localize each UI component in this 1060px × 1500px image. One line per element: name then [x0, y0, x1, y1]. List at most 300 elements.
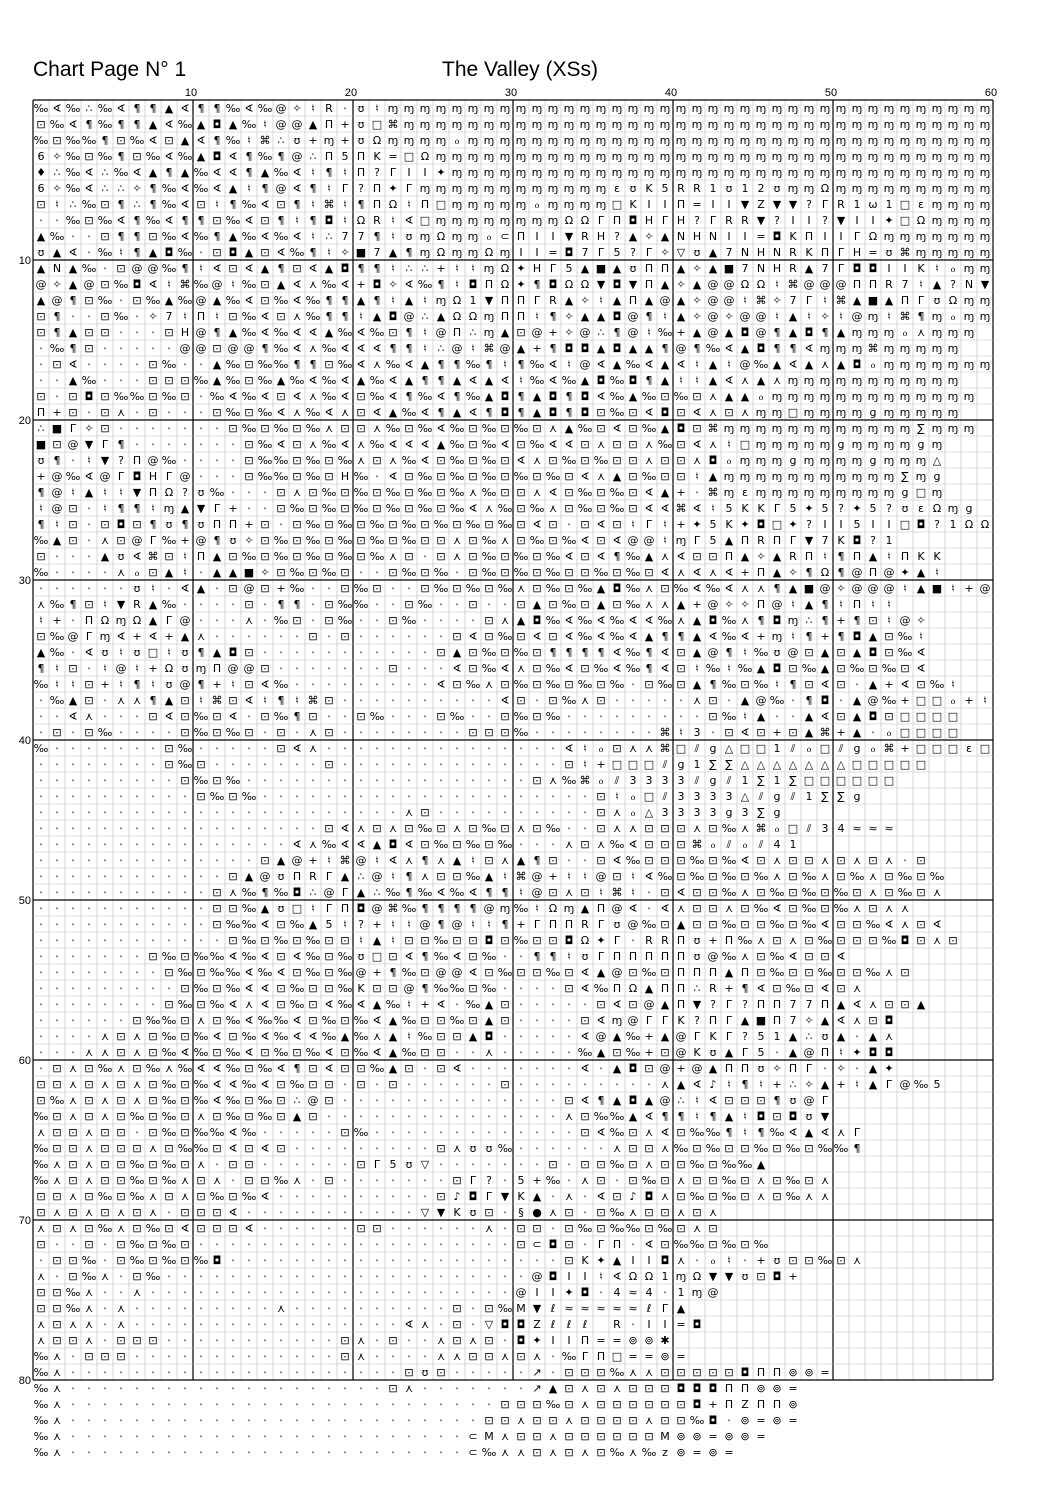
- chart-cell-symbol: ‰: [321, 502, 337, 515]
- chart-cell-symbol: 1: [661, 1270, 669, 1283]
- chart-cell-symbol: ▲: [356, 294, 366, 307]
- chart-cell-symbol: ·: [311, 1126, 315, 1139]
- chart-cell-symbol: ·: [263, 1254, 267, 1267]
- chart-cell-symbol: ∢: [196, 1062, 206, 1075]
- chart-cell-symbol: ⊡: [788, 918, 798, 931]
- chart-cell-symbol: ▲: [804, 358, 814, 371]
- chart-cell-symbol: ⊡: [596, 1366, 606, 1379]
- chart-cell-symbol: ∢: [580, 966, 590, 979]
- chart-cell-symbol: ‰: [321, 342, 337, 355]
- chart-cell-symbol: ⫽: [614, 774, 620, 787]
- chart-cell-symbol: ∢: [292, 950, 302, 963]
- chart-cell-symbol: ▲: [820, 1078, 830, 1091]
- chart-cell-symbol: 3: [661, 774, 669, 787]
- chart-cell-symbol: ▲: [724, 1046, 734, 1059]
- chart-cell-symbol: ✦: [692, 518, 702, 531]
- chart-cell-symbol: ♮: [535, 310, 539, 323]
- chart-cell-symbol: ·: [311, 1366, 315, 1379]
- chart-cell-symbol: +: [308, 134, 318, 147]
- column-number-label: 40: [664, 87, 678, 99]
- chart-cell-symbol: ¶: [773, 326, 781, 339]
- chart-cell-symbol: ·: [583, 806, 587, 819]
- chart-cell-symbol: ·: [391, 1094, 395, 1107]
- chart-cell-symbol: ·: [263, 1318, 267, 1331]
- chart-cell-symbol: ∢: [644, 486, 654, 499]
- chart-cell-symbol: ·: [135, 1350, 139, 1363]
- chart-cell-symbol: ·: [215, 870, 219, 883]
- chart-cell-symbol: ‰: [417, 278, 433, 291]
- chart-cell-symbol: ✧: [772, 1062, 782, 1075]
- chart-cell-symbol: K: [757, 502, 765, 515]
- chart-cell-symbol: ·: [311, 1430, 315, 1443]
- chart-cell-symbol: ⊡: [868, 854, 878, 867]
- chart-cell-symbol: g: [869, 454, 877, 467]
- chart-cell-symbol: ɱ: [547, 214, 559, 227]
- chart-cell-symbol: ɱ: [467, 230, 479, 243]
- chart-cell-symbol: ∢: [644, 358, 654, 371]
- chart-cell-symbol: ⊡: [916, 854, 926, 867]
- chart-cell-symbol: ·: [231, 486, 235, 499]
- chart-cell-symbol: ɱ: [803, 134, 815, 147]
- chart-cell-symbol: ·: [343, 1398, 347, 1411]
- chart-cell-symbol: ∢: [724, 566, 734, 579]
- chart-cell-symbol: ⊡: [500, 470, 510, 483]
- chart-cell-symbol: ɱ: [691, 150, 703, 163]
- chart-cell-symbol: ·: [423, 1334, 427, 1347]
- chart-cell-symbol: ɱ: [819, 390, 831, 403]
- chart-cell-symbol: ·: [199, 902, 203, 915]
- chart-cell-symbol: ·: [535, 694, 539, 707]
- chart-cell-symbol: +: [676, 486, 686, 499]
- chart-cell-symbol: ⋏: [516, 662, 526, 675]
- chart-cell-symbol: ¶: [837, 566, 845, 579]
- chart-cell-symbol: ⊡: [116, 534, 126, 547]
- chart-cell-symbol: ✧: [564, 326, 574, 339]
- chart-cell-symbol: Π: [36, 406, 46, 419]
- chart-cell-symbol: Γ: [373, 1158, 381, 1171]
- chart-cell-symbol: ⊡: [420, 566, 430, 579]
- chart-cell-symbol: K: [693, 1046, 701, 1059]
- chart-cell-symbol: ◘: [548, 406, 558, 419]
- chart-cell-symbol: ·: [439, 662, 443, 675]
- chart-cell-symbol: ▲: [676, 1078, 686, 1091]
- chart-cell-symbol: ¶: [133, 102, 141, 115]
- chart-cell-symbol: ·: [215, 1414, 219, 1427]
- chart-cell-symbol: ⊡: [100, 230, 110, 243]
- chart-cell-symbol: ♮: [791, 630, 795, 643]
- chart-cell-symbol: ⋏: [484, 1046, 494, 1059]
- chart-cell-symbol: ⊡: [452, 1302, 462, 1315]
- chart-cell-symbol: ▲: [692, 326, 702, 339]
- chart-cell-symbol: ɱ: [467, 134, 479, 147]
- chart-cell-symbol: ▲: [196, 582, 206, 595]
- chart-cell-symbol: ⊡: [244, 678, 254, 691]
- chart-cell-symbol: ‰: [833, 1142, 849, 1155]
- chart-cell-symbol: ɱ: [483, 118, 495, 131]
- chart-cell-symbol: ‰: [801, 918, 817, 931]
- chart-cell-symbol: ʊ: [133, 582, 141, 595]
- chart-cell-symbol: @: [83, 278, 95, 291]
- chart-cell-symbol: ⊡: [468, 950, 478, 963]
- chart-cell-symbol: ·: [167, 918, 171, 931]
- chart-cell-symbol: ▲: [868, 630, 878, 643]
- chart-cell-symbol: ⊡: [740, 1094, 750, 1107]
- chart-cell-symbol: ·: [519, 1014, 523, 1027]
- chart-cell-symbol: ·: [503, 1174, 507, 1187]
- chart-cell-symbol: ∢: [612, 998, 622, 1011]
- chart-cell-symbol: ∢: [660, 902, 670, 915]
- chart-cell-symbol: ‰: [145, 1014, 161, 1027]
- chart-cell-symbol: ·: [423, 1398, 427, 1411]
- chart-cell-symbol: ‰: [321, 1030, 337, 1043]
- chart-cell-symbol: ∢: [564, 742, 574, 755]
- chart-cell-symbol: ◘: [212, 118, 222, 131]
- chart-cell-symbol: ‰: [305, 294, 321, 307]
- chart-cell-symbol: ⫽: [838, 742, 844, 755]
- chart-cell-symbol: Γ: [645, 518, 653, 531]
- chart-cell-symbol: ·: [439, 630, 443, 643]
- chart-cell-symbol: □: [931, 742, 943, 755]
- chart-cell-symbol: ·: [343, 102, 347, 115]
- chart-cell-symbol: □: [755, 742, 767, 755]
- chart-cell-symbol: ·: [215, 598, 219, 611]
- chart-cell-symbol: ·: [167, 838, 171, 851]
- chart-cell-symbol: ·: [231, 1318, 235, 1331]
- chart-cell-symbol: ɱ: [979, 182, 991, 195]
- chart-cell-symbol: ♮: [263, 118, 267, 131]
- chart-cell-symbol: ▲: [724, 1110, 734, 1123]
- chart-cell-symbol: ·: [87, 1446, 91, 1459]
- chart-cell-symbol: ⊡: [788, 662, 798, 675]
- chart-cell-symbol: ʊ: [181, 662, 189, 675]
- chart-cell-symbol: ɱ: [979, 246, 991, 259]
- chart-cell-symbol: ·: [407, 758, 411, 771]
- chart-cell-symbol: ⊡: [628, 486, 638, 499]
- chart-cell-symbol: ∢: [292, 342, 302, 355]
- chart-cell-symbol: △: [932, 454, 942, 467]
- chart-cell-symbol: ·: [423, 662, 427, 675]
- chart-cell-symbol: ·: [455, 1254, 459, 1267]
- chart-cell-symbol: ɱ: [819, 422, 831, 435]
- chart-cell-symbol: ✧: [132, 182, 142, 195]
- chart-cell-symbol: ▲: [68, 278, 78, 291]
- chart-cell-symbol: 5: [933, 1078, 941, 1091]
- chart-cell-symbol: ⊡: [68, 406, 78, 419]
- chart-cell-symbol: ⊡: [804, 646, 814, 659]
- chart-cell-symbol: ⊡: [180, 1254, 190, 1267]
- chart-cell-symbol: ∢: [436, 422, 446, 435]
- chart-cell-symbol: ·: [391, 774, 395, 787]
- chart-cell-symbol: ‰: [65, 214, 81, 227]
- chart-cell-symbol: ⊡: [484, 1206, 494, 1219]
- chart-cell-symbol: ∢: [692, 1078, 702, 1091]
- chart-cell-symbol: ▲: [308, 918, 318, 931]
- chart-cell-symbol: ‰: [241, 790, 257, 803]
- chart-cell-symbol: ♮: [887, 310, 891, 323]
- chart-cell-symbol: ⊡: [500, 550, 510, 563]
- chart-cell-symbol: ‰: [481, 1446, 497, 1459]
- chart-cell-symbol: ‰: [161, 182, 177, 195]
- chart-cell-symbol: R: [837, 198, 845, 211]
- chart-cell-symbol: Ω: [932, 502, 942, 515]
- chart-cell-symbol: ⊡: [116, 1350, 126, 1363]
- chart-cell-symbol: ·: [375, 566, 379, 579]
- chart-cell-symbol: ·: [423, 1062, 427, 1075]
- chart-cell-symbol: =: [692, 1446, 702, 1459]
- chart-cell-symbol: Π: [724, 1062, 734, 1075]
- chart-cell-symbol: ·: [519, 758, 523, 771]
- chart-cell-symbol: ·: [215, 838, 219, 851]
- chart-cell-symbol: ♮: [263, 694, 267, 707]
- chart-cell-symbol: ·: [311, 822, 315, 835]
- chart-cell-symbol: ·: [695, 1254, 699, 1267]
- chart-cell-symbol: H: [692, 230, 702, 243]
- chart-cell-symbol: R: [725, 214, 733, 227]
- chart-cell-symbol: ▲: [372, 998, 382, 1011]
- chart-cell-symbol: ‰: [513, 726, 529, 739]
- chart-cell-symbol: ▲: [708, 246, 718, 259]
- chart-cell-symbol: ⊡: [84, 694, 94, 707]
- chart-cell-symbol: ⋏: [580, 694, 590, 707]
- chart-cell-symbol: ▲: [340, 1030, 350, 1043]
- chart-cell-symbol: ∑: [901, 470, 909, 483]
- chart-cell-symbol: ⊡: [756, 726, 766, 739]
- chart-cell-symbol: ·: [103, 1014, 107, 1027]
- chart-cell-symbol: ‰: [193, 774, 209, 787]
- chart-cell-symbol: ✧: [820, 310, 830, 323]
- chart-cell-symbol: ▲: [372, 934, 382, 947]
- chart-cell-symbol: ·: [87, 310, 91, 323]
- chart-cell-symbol: ⊡: [116, 1238, 126, 1251]
- chart-cell-symbol: ∴: [357, 870, 365, 883]
- chart-cell-symbol: ⊡: [836, 1254, 846, 1267]
- chart-cell-symbol: ¶: [389, 966, 397, 979]
- chart-cell-symbol: +: [340, 118, 350, 131]
- chart-cell-symbol: ⊡: [660, 582, 670, 595]
- chart-cell-symbol: ⋏: [724, 902, 734, 915]
- chart-cell-symbol: ⊡: [804, 1142, 814, 1155]
- chart-cell-symbol: =: [868, 246, 878, 259]
- chart-cell-symbol: ♮: [423, 326, 427, 339]
- chart-cell-symbol: ♮: [199, 262, 203, 275]
- chart-cell-symbol: 7: [341, 230, 349, 243]
- chart-cell-symbol: ɱ: [595, 182, 607, 195]
- chart-cell-symbol: ʊ: [229, 534, 237, 547]
- chart-cell-symbol: ⊡: [340, 1046, 350, 1059]
- chart-cell-symbol: ·: [135, 310, 139, 323]
- chart-cell-symbol: ·: [279, 1238, 283, 1251]
- chart-cell-symbol: ⋏: [708, 566, 718, 579]
- chart-cell-symbol: ‰: [273, 326, 289, 339]
- chart-cell-symbol: Γ: [805, 1062, 813, 1075]
- chart-cell-symbol: ɱ: [659, 102, 671, 115]
- chart-cell-symbol: ⋏: [516, 1414, 526, 1427]
- chart-cell-symbol: ɱ: [931, 150, 943, 163]
- chart-cell-symbol: ∢: [452, 662, 462, 675]
- chart-cell-symbol: ¶: [293, 198, 301, 211]
- chart-cell-symbol: ‰: [401, 566, 417, 579]
- chart-cell-symbol: ¶: [709, 1110, 717, 1123]
- chart-cell-symbol: @: [355, 854, 367, 867]
- chart-cell-symbol: ⊡: [612, 454, 622, 467]
- chart-cell-symbol: ⋏: [452, 1142, 462, 1155]
- chart-cell-symbol: ·: [167, 1366, 171, 1379]
- chart-cell-symbol: ·: [247, 806, 251, 819]
- chart-cell-symbol: ·: [103, 854, 107, 867]
- chart-cell-symbol: ·: [263, 1398, 267, 1411]
- chart-cell-symbol: ∢: [468, 406, 478, 419]
- chart-cell-symbol: ‰: [337, 534, 353, 547]
- chart-cell-symbol: ∢: [564, 614, 574, 627]
- chart-cell-symbol: ◘: [804, 326, 814, 339]
- chart-cell-symbol: Π: [676, 934, 686, 947]
- chart-cell-symbol: ‰: [417, 598, 433, 611]
- chart-cell-symbol: ·: [199, 438, 203, 451]
- chart-cell-symbol: ▼: [740, 198, 750, 211]
- chart-cell-symbol: R: [789, 262, 797, 275]
- chart-cell-symbol: ⊡: [484, 630, 494, 643]
- chart-cell-symbol: ·: [423, 1110, 427, 1123]
- chart-cell-symbol: ·: [295, 1206, 299, 1219]
- chart-cell-symbol: ·: [647, 1078, 651, 1091]
- chart-cell-symbol: ·: [151, 422, 155, 435]
- chart-cell-symbol: □: [291, 902, 303, 915]
- chart-cell-symbol: ‰: [465, 390, 481, 403]
- chart-cell-symbol: ∢: [372, 1014, 382, 1027]
- chart-cell-symbol: Ω: [756, 278, 766, 291]
- chart-cell-symbol: ·: [311, 1318, 315, 1331]
- chart-cell-symbol: ·: [455, 806, 459, 819]
- chart-cell-symbol: ·: [375, 1446, 379, 1459]
- chart-cell-symbol: I: [903, 262, 907, 275]
- chart-cell-symbol: ·: [231, 438, 235, 451]
- chart-cell-symbol: ‰: [209, 486, 225, 499]
- chart-cell-symbol: ∢: [436, 886, 446, 899]
- chart-cell-symbol: ∢: [548, 438, 558, 451]
- chart-cell-symbol: ¶: [469, 902, 477, 915]
- chart-cell-symbol: ⊡: [836, 918, 846, 931]
- chart-cell-symbol: ∢: [724, 342, 734, 355]
- chart-cell-symbol: ·: [55, 214, 59, 227]
- chart-cell-symbol: ·: [423, 742, 427, 755]
- chart-cell-symbol: ∢: [436, 678, 446, 691]
- chart-cell-symbol: ✧: [804, 1078, 814, 1091]
- chart-cell-symbol: ·: [439, 774, 443, 787]
- chart-cell-symbol: ·: [279, 1414, 283, 1427]
- chart-cell-symbol: ‰: [273, 470, 289, 483]
- chart-cell-symbol: K: [837, 534, 845, 547]
- chart-cell-symbol: □: [403, 150, 415, 163]
- chart-cell-symbol: ·: [455, 1094, 459, 1107]
- chart-cell-symbol: ·: [87, 742, 91, 755]
- chart-cell-symbol: ɱ: [483, 150, 495, 163]
- chart-cell-symbol: ⋏: [84, 1174, 94, 1187]
- chart-cell-symbol: ·: [631, 1078, 635, 1091]
- chart-cell-symbol: ·: [535, 1030, 539, 1043]
- chart-cell-symbol: ¶: [437, 358, 445, 371]
- chart-cell-symbol: ·: [503, 758, 507, 771]
- chart-cell-symbol: ◘: [548, 390, 558, 403]
- chart-cell-symbol: ⊡: [244, 1094, 254, 1107]
- chart-cell-symbol: Π: [628, 950, 638, 963]
- chart-cell-symbol: ⋏: [612, 1382, 622, 1395]
- chart-cell-symbol: ·: [775, 710, 779, 723]
- chart-cell-symbol: ⊡: [308, 502, 318, 515]
- chart-cell-symbol: Γ: [597, 1238, 605, 1251]
- chart-cell-symbol: ɱ: [851, 438, 863, 451]
- chart-cell-symbol: ∢: [596, 614, 606, 627]
- chart-cell-symbol: ∢: [916, 662, 926, 675]
- chart-cell-symbol: ·: [71, 1030, 75, 1043]
- chart-cell-symbol: ✱: [660, 1334, 670, 1347]
- chart-cell-symbol: ʊ: [405, 230, 413, 243]
- chart-cell-symbol: ℴ: [886, 726, 892, 739]
- chart-cell-symbol: Γ: [789, 534, 797, 547]
- chart-cell-symbol: ‰: [481, 454, 497, 467]
- chart-cell-symbol: ⊡: [596, 1398, 606, 1411]
- chart-cell-symbol: ·: [487, 1398, 491, 1411]
- chart-cell-symbol: ɱ: [899, 166, 911, 179]
- chart-cell-symbol: ɱ: [835, 166, 847, 179]
- chart-cell-symbol: ∢: [676, 886, 686, 899]
- chart-cell-symbol: ▲: [676, 598, 686, 611]
- chart-cell-symbol: ¶: [133, 678, 141, 691]
- chart-cell-symbol: ·: [199, 1430, 203, 1443]
- chart-cell-symbol: ∢: [116, 102, 126, 115]
- chart-cell-symbol: ⊡: [660, 886, 670, 899]
- chart-cell-symbol: ⋏: [708, 390, 718, 403]
- chart-cell-symbol: ▲: [772, 550, 782, 563]
- chart-cell-symbol: ‰: [177, 246, 193, 259]
- chart-cell-symbol: ·: [327, 1142, 331, 1155]
- chart-cell-symbol: ‰: [785, 982, 801, 995]
- chart-cell-symbol: ∢: [292, 1030, 302, 1043]
- chart-cell-symbol: ‰: [721, 822, 737, 835]
- chart-cell-symbol: ‰: [609, 838, 625, 851]
- chart-cell-symbol: ‰: [497, 966, 513, 979]
- chart-cell-symbol: ◘: [708, 454, 718, 467]
- chart-cell-symbol: ·: [343, 1318, 347, 1331]
- chart-cell-symbol: ·: [167, 406, 171, 419]
- chart-cell-symbol: ⊡: [132, 1206, 142, 1219]
- chart-cell-symbol: ♮: [775, 310, 779, 323]
- chart-cell-symbol: ‰: [465, 582, 481, 595]
- chart-cell-symbol: ·: [215, 1238, 219, 1251]
- chart-cell-symbol: ⊡: [708, 822, 718, 835]
- chart-cell-symbol: ¶: [341, 310, 349, 323]
- chart-cell-symbol: ¶: [645, 310, 653, 323]
- chart-cell-symbol: ‰: [305, 966, 321, 979]
- chart-cell-symbol: 4: [773, 838, 781, 851]
- chart-cell-symbol: ⋏: [100, 1078, 110, 1091]
- chart-cell-symbol: ⊡: [388, 1078, 398, 1091]
- chart-cell-symbol: ‰: [241, 918, 257, 931]
- chart-cell-symbol: ▲: [852, 646, 862, 659]
- chart-cell-symbol: ·: [535, 1254, 539, 1267]
- chart-cell-symbol: 1: [853, 198, 861, 211]
- chart-cell-symbol: ▲: [756, 374, 766, 387]
- chart-cell-symbol: ⊡: [452, 1174, 462, 1187]
- chart-cell-symbol: ɱ: [531, 102, 543, 115]
- chart-cell-symbol: ·: [423, 1174, 427, 1187]
- chart-cell-symbol: ⋏: [420, 1318, 430, 1331]
- chart-cell-symbol: ·: [167, 342, 171, 355]
- chart-cell-symbol: ⋏: [84, 1302, 94, 1315]
- chart-cell-symbol: ·: [503, 1094, 507, 1107]
- chart-cell-symbol: @: [243, 342, 255, 355]
- chart-cell-symbol: ·: [551, 1078, 555, 1091]
- chart-cell-symbol: ⊡: [436, 1142, 446, 1155]
